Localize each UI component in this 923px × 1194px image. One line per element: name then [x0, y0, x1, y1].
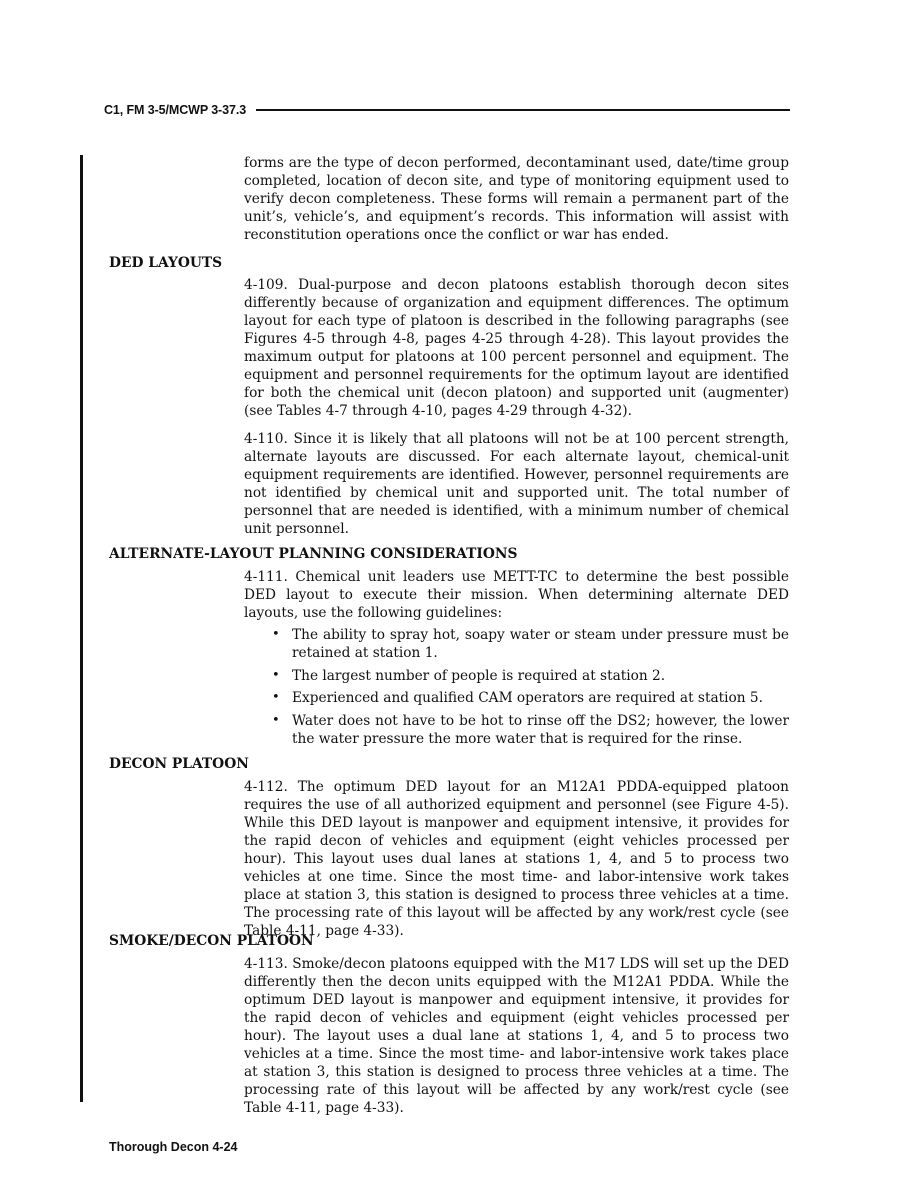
heading-decon-platoon: DECON PLATOON [109, 756, 249, 772]
heading-ded-layouts: DED LAYOUTS [109, 255, 223, 271]
list-item [270, 689, 789, 707]
guideline-text: Experienced and qualified CAM operators are required at station 5. [292, 690, 763, 706]
bullet-icon: • [272, 690, 280, 705]
list-item [270, 667, 789, 685]
heading-alternate-layout: ALTERNATE-LAYOUT PLANNING CONSIDERATIONS [109, 546, 518, 562]
bullet-icon: • [272, 627, 280, 642]
paragraph-4-109: 4-109. Dual-purpose and decon platoons establish thorough decon sites differently because of organization and equipment differences. The optimum layout for each type of platoon is described in the following paragraphs (see Figures 4-5 through 4-8, pages 4-25 through 4-28). This layout provides the maximum output for platoons at 100 percent personnel and equipment. The equipment and personnel requirements for the optimum layout are identified for both the chemical unit (decon platoon) and supported unit (augmenter) (see Tables 4-7 through 4-10, pages 4-29 through 4-32). [244, 277, 789, 419]
guideline-text: Water does not have to be hot to rinse off the DS2; however, the lower the water pressure the more water that is required for the rinse. [292, 712, 789, 747]
paragraph-4-110: 4-110. Since it is likely that all platoons will not be at 100 percent strength, alternate layouts are discussed. For each alternate layout, chemical-unit equipment requirements are identified. However, personnel requirements are not identified by chemical unit and supported unit. The total number of personnel that are needed is identified, with a minimum number of chemical unit personnel. [244, 431, 789, 537]
guidelines-list [270, 626, 789, 748]
bullet-icon: • [272, 712, 280, 728]
header-rule [256, 109, 790, 111]
paragraph-continued: forms are the type of decon performed, decontaminant used, date/time group completed, location of decon site, and type of monitoring equipment used to verify decon completeness. These forms will remain a permanent part of the unit’s, vehicle’s, and equipment’s records. This information will assist with reconstitution operations once the conflict or war has ended. [244, 155, 789, 243]
running-header [104, 97, 790, 117]
guideline-text: The ability to spray hot, soapy water or steam under pressure must be retained at station 1. [292, 627, 789, 661]
paragraph-4-112: 4-112. The optimum DED layout for an M12A1 PDDA-equipped platoon requires the use of all authorized equipment and personnel (see Figure 4-5). While this DED layout is manpower and equipment intensive, it provides for the rapid decon of vehicles and equipment (eight vehicles processed per hour). This layout uses dual lanes at stations 1, 4, and 5 to process two vehicles at one time. Since the most time- and labor-intensive work takes place at station 3, this station is designed to process three vehicles at a time. The processing rate of this layout will be affected by any work/rest cycle (see Table 4-11, page 4-33). [244, 779, 789, 939]
page-footer: Thorough Decon 4-24 [109, 1140, 238, 1154]
bullet-icon: • [272, 667, 280, 683]
change-bar [80, 155, 83, 1102]
paragraph-4-113: 4-113. Smoke/decon platoons equipped with the M17 LDS will set up the DED differently then the decon units equipped with the M12A1 PDDA. While the optimum DED layout is manpower and equipment intensive, it provides for the rapid decon of vehicles and equipment (eight vehicles processed per hour). The layout uses a dual lane at stations 1, 4, and 5 to process two vehicles at a time. Since the most time- and labor-intensive work takes place at station 3, this station is designed to process three vehicles at a time. The processing rate of this layout will be affected by any work/rest cycle (see Table 4-11, page 4-33). [244, 956, 789, 1116]
header-label: C1, FM 3-5/MCWP 3-37.3 [104, 103, 247, 117]
guideline-text: The largest number of people is required at station 2. [292, 667, 666, 684]
list-item [270, 712, 789, 748]
heading-smoke-decon-platoon: SMOKE/DECON PLATOON [109, 933, 314, 949]
paragraph-4-111: 4-111. Chemical unit leaders use METT-TC to determine the best possible DED layout to execute their mission. When determining alternate DED layouts, use the following guidelines: [244, 569, 789, 621]
list-item [270, 626, 789, 662]
